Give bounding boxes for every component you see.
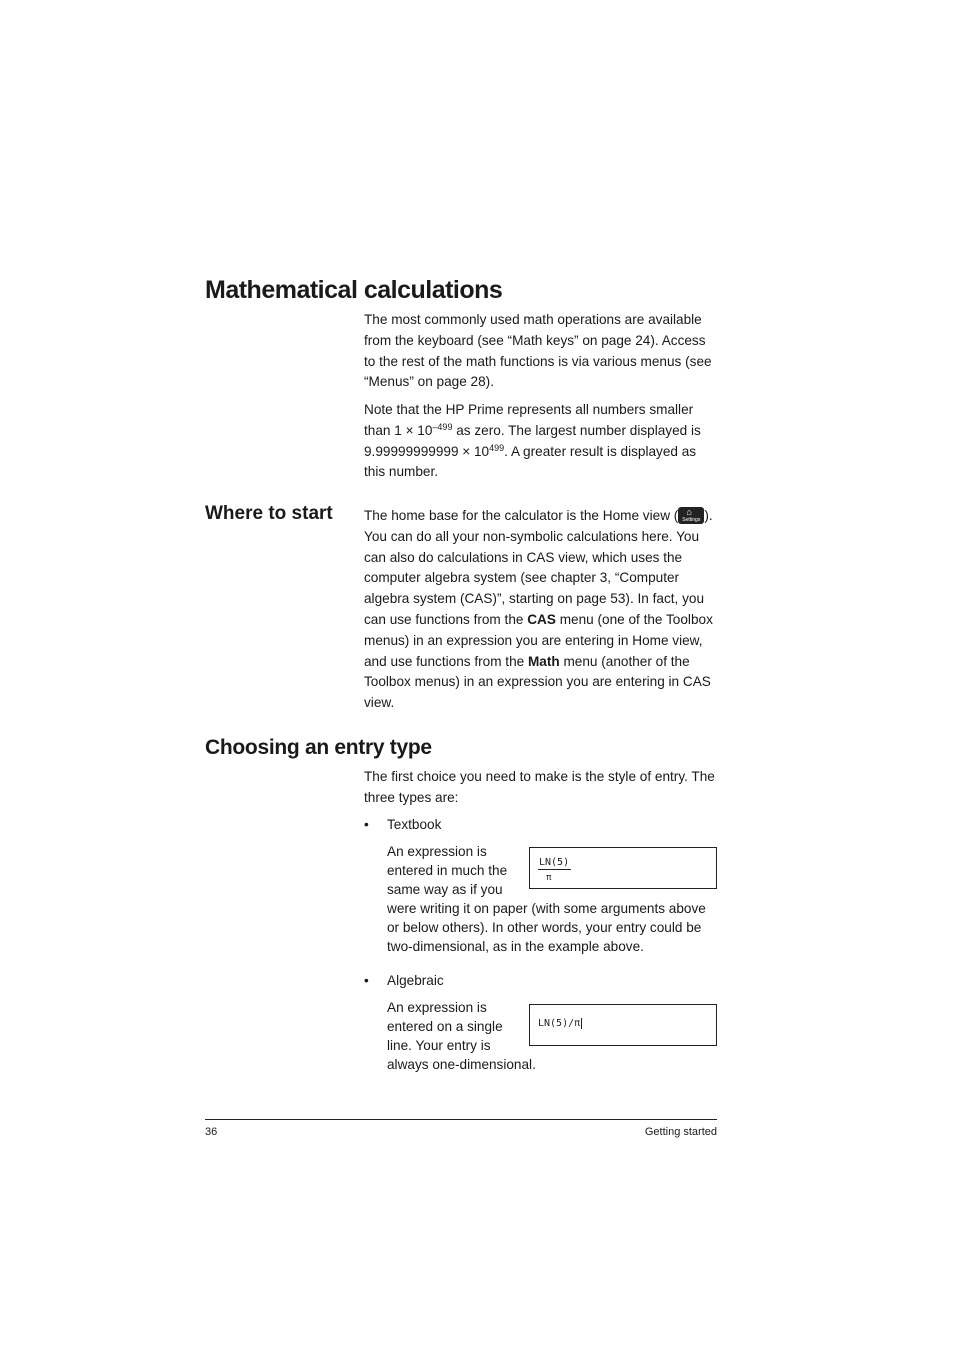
intro-paragraph-2	[364, 400, 720, 483]
textbook-denominator: π	[546, 873, 552, 883]
where-to-start-heading: Where to start	[205, 503, 333, 524]
intro-p2-text-a: Note that the HP Prime represents all numbers smaller than 1 × 10	[364, 402, 694, 438]
cas-menu-name: CAS	[527, 611, 556, 627]
section-title: Mathematical calculations	[205, 276, 503, 304]
exponent-positive: 499	[489, 442, 505, 453]
algebraic-expression: LN(5)/π	[538, 1018, 581, 1029]
type-label-textbook: Textbook	[387, 817, 442, 832]
wts-text-3: menu (one of the Toolbox menus) in an expression you are entering in Home view, and use functions from the	[364, 611, 713, 669]
textbook-screen	[529, 847, 717, 889]
algebraic-desc-narrow: An expression is entered on a single line. Your entry is	[387, 1000, 503, 1053]
chapter-name: Getting started	[644, 1126, 717, 1138]
home-icon: ⌂	[686, 507, 692, 517]
page-number: 36	[205, 1126, 218, 1138]
math-menu-name: Math	[527, 653, 560, 669]
algebraic-screen	[529, 1004, 717, 1046]
where-to-start-paragraph	[364, 506, 720, 714]
entry-type-heading: Choosing an entry type	[205, 736, 432, 759]
entry-type-intro: The first choice you need to make is the style of entry. The three types are:	[364, 769, 715, 805]
textbook-desc-narrow: An expression is entered in much the same way as if you	[387, 844, 508, 897]
intro-p2-text-b: as zero. The largest number displayed is 9.99999999999 × 10	[364, 422, 701, 459]
intro-p2-text-c: . A greater result is displayed as this number.	[364, 443, 697, 480]
bullet-algebraic: •	[364, 973, 369, 988]
home-key-label: Settings	[682, 517, 701, 523]
intro-paragraph-1: The most commonly used math operations are available from the keyboard (see “Math keys” on page 24). Access to the rest of the math functions is via various menus (see “Menus” on page 28).	[364, 312, 712, 390]
home-key-icon	[678, 507, 704, 524]
exponent-negative: –499	[432, 421, 453, 432]
wts-text-2: ). You can do all your non-symbolic calculations here. You can also do calculations in CAS view, which uses the computer algebra system (see chapter 3, “Computer algebra system (CAS)”, starting on page 53). In fact, you can use functions from the	[364, 508, 713, 627]
wts-text-4: menu (another of the Toolbox menus) in an expression you are entering in CAS view.	[364, 653, 711, 711]
textbook-desc-rest: were writing it on paper (with some arguments above or below others). In other words, your entry could be two-dimensional, as in the example above.	[387, 901, 706, 954]
footer-rule	[205, 1119, 717, 1120]
algebraic-desc-rest: always one-dimensional.	[387, 1057, 536, 1072]
wts-text-1: The home base for the calculator is the Home view (	[364, 508, 679, 523]
bullet-textbook: •	[364, 817, 369, 832]
type-label-algebraic: Algebraic	[387, 973, 444, 988]
textbook-numerator: LN(5)	[539, 857, 570, 868]
